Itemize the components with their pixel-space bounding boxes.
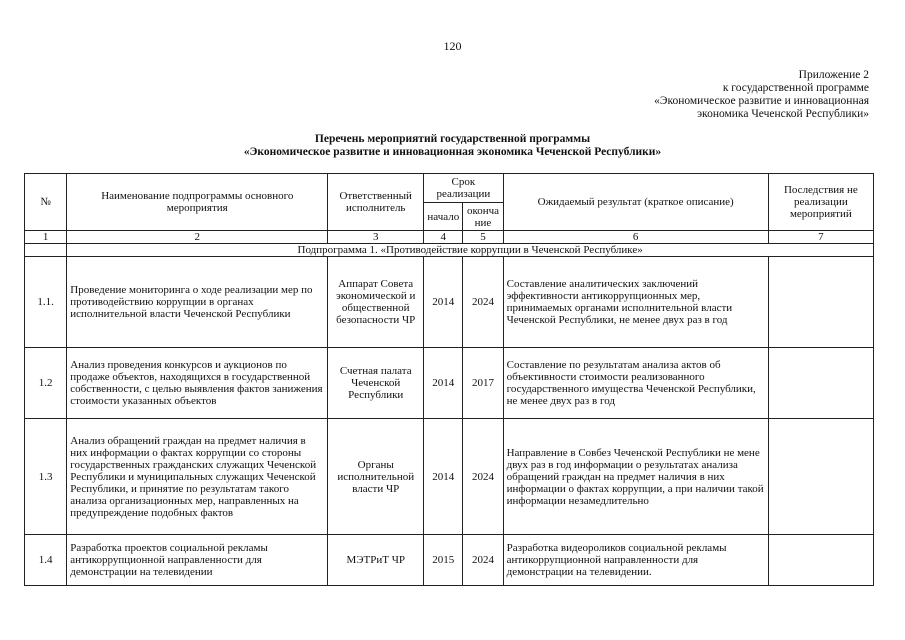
row-executor: Счетная палата Чеченской Республики bbox=[328, 348, 424, 419]
row-consequences bbox=[768, 348, 873, 419]
table-row bbox=[25, 257, 874, 348]
row-consequences bbox=[768, 257, 873, 348]
section-row bbox=[25, 244, 874, 257]
column-number: 6 bbox=[503, 231, 768, 244]
row-end: 2024 bbox=[463, 535, 503, 586]
measures-table bbox=[24, 173, 874, 586]
header-executor: Ответственный исполнитель bbox=[328, 174, 424, 231]
appendix-line-4: экономика Чеченской Республики» bbox=[697, 108, 869, 120]
header-result: Ожидаемый результат (краткое описание) bbox=[503, 174, 768, 231]
row-result: Составление аналитических заключений эффективности антикоррупционных мер, принимаемых органами исполнительной власти Чеченской Республики, не менее двух раз в год bbox=[503, 257, 768, 348]
row-number: 1.1. bbox=[25, 257, 67, 348]
table-row bbox=[25, 535, 874, 586]
document-title-line-1: Перечень мероприятий государственной программы bbox=[314, 133, 591, 145]
table-row bbox=[25, 419, 874, 535]
column-number: 4 bbox=[424, 231, 463, 244]
row-name: Проведение мониторинга о ходе реализации мер по противодействию коррупции в органах исполнительной власти Чеченской Республики bbox=[67, 257, 328, 348]
document-title bbox=[0, 133, 905, 159]
row-start: 2015 bbox=[424, 535, 463, 586]
row-name: Анализ обращений граждан на предмет наличия в них информации о фактах коррупции со стороны государственных гражданских служащих Чеченской Республики и муниципальных служащих Чеченской Республики, и принятие по результатам такого анализа организационных мер, направленных на предупреждение подобных фактов bbox=[67, 419, 328, 535]
appendix-note bbox=[654, 69, 869, 121]
row-result: Направление в Совбез Чеченской Республики не мене двух раз в год информации о результатах анализа обращений граждан на предмет наличия в них информации о фактах коррупции, а при наличии такой информации незамедлительно bbox=[503, 419, 768, 535]
header-name: Наименование подпрограммы основного мероприятия bbox=[67, 174, 328, 231]
row-name: Анализ проведения конкурсов и аукционов по продаже объектов, находящихся в государственной собственности, с целью выявления фактов занижения стоимости указанных объектов bbox=[67, 348, 328, 419]
row-start: 2014 bbox=[424, 348, 463, 419]
column-number: 5 bbox=[463, 231, 503, 244]
header-term: Срок реализации bbox=[424, 174, 503, 203]
row-executor: Органы исполнительной власти ЧР bbox=[328, 419, 424, 535]
appendix-line-1: Приложение 2 bbox=[798, 69, 869, 81]
row-start: 2014 bbox=[424, 419, 463, 535]
row-executor: Аппарат Совета экономической и общественной безопасности ЧР bbox=[328, 257, 424, 348]
column-number: 3 bbox=[328, 231, 424, 244]
row-name: Разработка проектов социальной рекламы антикоррупционной направленности для демонстрации на телевидении bbox=[67, 535, 328, 586]
row-end: 2024 bbox=[463, 257, 503, 348]
column-number: 7 bbox=[768, 231, 873, 244]
section-title: Подпрограмма 1. «Противодействие коррупции в Чеченской Республике» bbox=[67, 244, 874, 257]
page-number: 120 bbox=[443, 39, 462, 53]
header-row bbox=[25, 174, 874, 203]
row-result: Составление по результатам анализа актов об объективности стоимости реализованного государственного имущества Чеченской Республики, не менее двух раз в год bbox=[503, 348, 768, 419]
row-end: 2024 bbox=[463, 419, 503, 535]
column-number-row bbox=[25, 231, 874, 244]
header-consequences: Последствия не реализации мероприятий bbox=[768, 174, 873, 231]
row-end: 2017 bbox=[463, 348, 503, 419]
column-number: 1 bbox=[25, 231, 67, 244]
row-consequences bbox=[768, 419, 873, 535]
row-number: 1.3 bbox=[25, 419, 67, 535]
row-result: Разработка видеороликов социальной рекламы антикоррупционной направленности для демонстрации на телевидении. bbox=[503, 535, 768, 586]
row-start: 2014 bbox=[424, 257, 463, 348]
table-row bbox=[25, 348, 874, 419]
header-end: окончание bbox=[463, 203, 503, 231]
row-number: 1.2 bbox=[25, 348, 67, 419]
appendix-line-3: «Экономическое развитие и инновационная bbox=[654, 95, 869, 107]
header-number: № bbox=[25, 174, 67, 231]
column-number: 2 bbox=[67, 231, 328, 244]
row-executor: МЭТРиТ ЧР bbox=[328, 535, 424, 586]
row-number: 1.4 bbox=[25, 535, 67, 586]
appendix-line-2: к государственной программе bbox=[722, 82, 869, 94]
header-start: начало bbox=[424, 203, 463, 231]
document-title-line-2: «Экономическое развитие и инновационная экономика Чеченской Республики» bbox=[243, 146, 662, 158]
row-consequences bbox=[768, 535, 873, 586]
section-empty-cell bbox=[25, 244, 67, 257]
